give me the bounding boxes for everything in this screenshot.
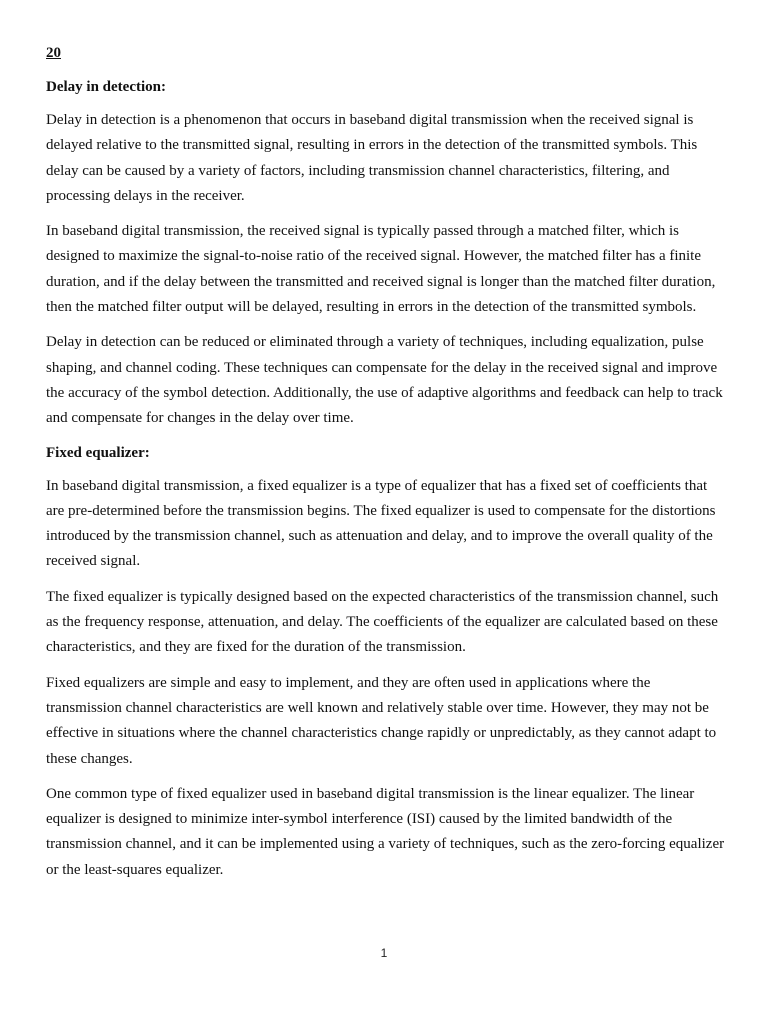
footer-page-number: 1	[380, 946, 388, 960]
paragraph: Delay in detection can be reduced or eliminated through a variety of techniques, including equalization, pulse shaping, and channel coding. These techniques can compensate for the delay in the received signal and improve the accuracy of the symbol detection. Additionally, the use of adaptive algorithms and feedback can help to track and compensate for changes in the delay over time.	[46, 334, 723, 427]
heading-fixed-equalizer: Fixed equalizer:	[46, 444, 150, 461]
paragraph: The fixed equalizer is typically designed based on the expected characteristics of the transmission channel, such as the frequency response, attenuation, and delay. The coefficients of the equalizer are calculated based on these characteristics, and they are fixed for the duration of the transmission.	[46, 588, 719, 656]
heading-delay-in-detection: Delay in detection:	[46, 79, 166, 95]
paragraph: One common type of fixed equalizer used in baseband digital transmission is the linear equalizer. The linear equalizer is designed to minimize inter-symbol interference (ISI) caused by the limited bandwidth of the transmission channel, and it can be implemented using a variety of techniques, such as the zero-forcing equalizer or the least-squares equalizer.	[46, 785, 725, 878]
paragraph: Delay in detection is a phenomenon that occurs in baseband digital transmission when the received signal is delayed relative to the transmitted signal, resulting in errors in the detection of the transmitted symbols. This delay can be caused by a variety of factors, including transmission channel characteristics, filtering, and processing delays in the receiver.	[46, 112, 698, 204]
paragraph: In baseband digital transmission, the received signal is typically passed through a matched filter, which is designed to maximize the signal-to-noise ratio of the received signal. However, the matched filter has a finite duration, and if the delay between the transmitted and received signal is longer than the matched filter duration, then the matched filter output will be delayed, resulting in errors in the detection of the transmitted symbols.	[46, 223, 716, 316]
paragraph: In baseband digital transmission, a fixed equalizer is a type of equalizer that has a fixed set of coefficients that are pre-determined before the transmission begins. The fixed equalizer is used to compensate for the distortions introduced by the transmission channel, such as attenuation and delay, and to improve the overall quality of the received signal.	[46, 477, 716, 570]
paragraph: Fixed equalizers are simple and easy to implement, and they are often used in applications where the transmission channel characteristics are well known and relatively stable over time. However, they may not be effective in situations where the channel characteristics change rapidly or unpredictably, as they cannot adapt to these changes.	[46, 674, 717, 767]
page-content	[46, 42, 726, 893]
section-number: 20	[46, 45, 61, 61]
